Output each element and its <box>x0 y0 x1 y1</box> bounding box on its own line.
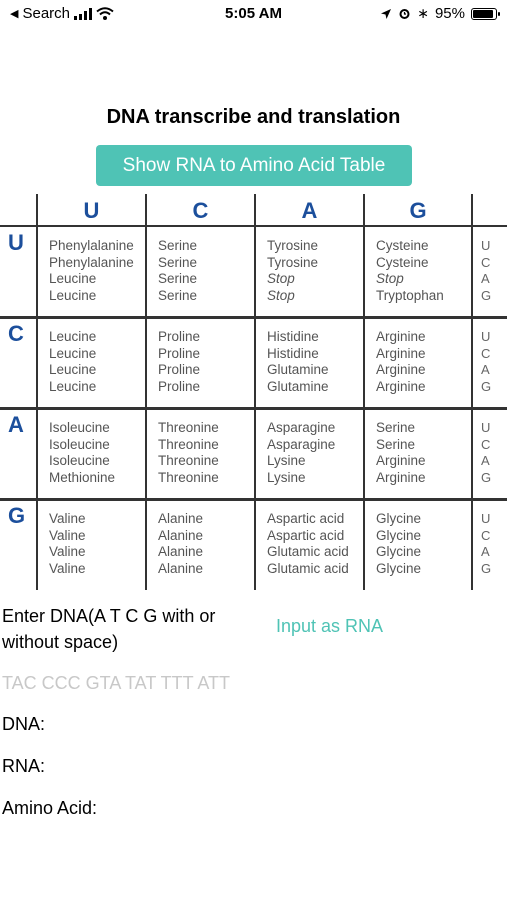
third-base-label: A <box>481 362 490 378</box>
codon-cell: Proline <box>158 329 201 344</box>
third-base-label: C <box>481 254 491 270</box>
third-base-label: A <box>481 453 490 469</box>
codon-cell: Threonine <box>158 436 219 452</box>
battery-icon <box>471 8 497 20</box>
first-base-header: A <box>8 412 24 437</box>
input-as-rna-button[interactable]: Input as RNA <box>276 616 384 636</box>
third-base-label: C <box>481 436 491 452</box>
codon-cell: Glutamic acid <box>267 560 349 576</box>
back-arrow-icon: ◀ <box>10 8 19 20</box>
table-vline <box>36 194 38 590</box>
codon-cell: Phenylalanine <box>49 254 134 270</box>
status-bar <box>0 0 507 28</box>
third-base-label: G <box>481 378 492 394</box>
codon-cell: Threonine <box>158 453 219 469</box>
first-base-header: C <box>8 321 24 346</box>
table-hline <box>0 316 507 319</box>
codon-cell: Asparagine <box>267 420 336 435</box>
bluetooth-icon: ∗ <box>417 5 429 21</box>
codon-cell: Aspartic acid <box>267 527 345 543</box>
codon-cell: Alanine <box>158 511 204 526</box>
codon-cell: Threonine <box>158 469 219 485</box>
codon-cell: Arginine <box>376 329 426 344</box>
third-base-label: G <box>481 469 492 485</box>
codon-cell: Lysine <box>267 469 306 485</box>
dna-result-label: DNA: <box>2 714 46 734</box>
second-base-header: U <box>83 198 100 223</box>
third-base-label: G <box>481 560 492 576</box>
codon-cell: Cysteine <box>376 254 429 270</box>
codon-cell: Glutamine <box>267 378 329 394</box>
table-hline <box>0 498 507 501</box>
codon-cell: Proline <box>158 362 201 378</box>
codon-cell: Tyrosine <box>267 238 319 253</box>
dna-input-prompt: Enter DNA(A T C G with or without space) <box>2 606 216 652</box>
codon-cell: Alanine <box>158 527 204 543</box>
codon-cell: Valine <box>49 527 86 543</box>
page-title: DNA transcribe and translation <box>106 106 401 128</box>
codon-cell: Lysine <box>267 453 306 469</box>
codon-cell: Arginine <box>376 378 426 394</box>
codon-cell: Serine <box>158 271 198 287</box>
table-vline <box>254 194 256 590</box>
third-base-label: U <box>481 329 491 344</box>
codon-cell: Serine <box>158 254 198 270</box>
codon-cell: Leucine <box>49 378 97 394</box>
third-base-label: C <box>481 527 491 543</box>
amino-acid-result-label: Amino Acid: <box>2 798 98 818</box>
codon-cell: Arginine <box>376 362 426 378</box>
codon-cell: Cysteine <box>376 238 429 253</box>
table-hline <box>0 407 507 410</box>
codon-cell: Alanine <box>158 560 204 576</box>
codon-cell: Glutamine <box>267 362 329 378</box>
codon-cell: Stop <box>267 271 295 287</box>
codon-cell: Tryptophan <box>376 287 444 303</box>
alarm-icon <box>398 7 411 20</box>
codon-cell: Methionine <box>49 469 116 485</box>
codon-cell: Threonine <box>158 420 219 435</box>
rna-result-label: RNA: <box>2 756 46 776</box>
location-icon <box>380 8 392 20</box>
codon-cell: Valine <box>49 511 86 526</box>
show-rna-table-button[interactable]: Show RNA to Amino Acid Table <box>96 145 412 186</box>
third-base-label: U <box>481 511 491 526</box>
codon-cell: Isoleucine <box>49 436 110 452</box>
codon-cell: Aspartic acid <box>267 511 345 526</box>
codon-cell: Stop <box>267 287 295 303</box>
codon-cell: Glycine <box>376 560 422 576</box>
dna-input[interactable] <box>2 672 482 694</box>
codon-cell: Valine <box>49 560 86 576</box>
table-hline <box>0 225 507 227</box>
codon-cell: Serine <box>158 287 198 303</box>
second-base-header: A <box>301 198 318 223</box>
codon-cell: Glutamic acid <box>267 544 349 560</box>
second-base-header: C <box>192 198 209 223</box>
table-vline <box>471 194 473 590</box>
table-vline <box>363 194 365 590</box>
codon-cell: Isoleucine <box>49 453 110 469</box>
codon-cell: Arginine <box>376 453 426 469</box>
codon-cell: Proline <box>158 345 201 361</box>
codon-cell: Serine <box>158 238 198 253</box>
first-base-header: G <box>8 503 26 528</box>
third-base-label: U <box>481 420 491 435</box>
codon-cell: Serine <box>376 436 416 452</box>
codon-cell: Stop <box>376 271 404 287</box>
third-base-label: U <box>481 238 491 253</box>
codon-cell: Glycine <box>376 511 422 526</box>
first-base-header: U <box>8 230 24 255</box>
codon-cell: Glycine <box>376 527 422 543</box>
codon-cell: Alanine <box>158 544 204 560</box>
third-base-label: G <box>481 287 492 303</box>
codon-cell: Leucine <box>49 329 97 344</box>
codon-cell: Serine <box>376 420 416 435</box>
battery-fill <box>473 10 493 18</box>
third-base-label: A <box>481 271 490 287</box>
third-base-label: C <box>481 345 491 361</box>
codon-cell: Isoleucine <box>49 420 110 435</box>
table-vline <box>145 194 147 590</box>
codon-cell: Leucine <box>49 362 97 378</box>
codon-cell: Histidine <box>267 345 319 361</box>
codon-cell: Tyrosine <box>267 254 319 270</box>
codon-cell: Arginine <box>376 469 426 485</box>
codon-cell: Histidine <box>267 329 319 344</box>
codon-cell: Arginine <box>376 345 426 361</box>
second-base-header: G <box>409 198 427 223</box>
third-base-label: A <box>481 544 490 560</box>
codon-cell: Leucine <box>49 345 97 361</box>
codon-cell: Valine <box>49 544 86 560</box>
back-label: Search <box>22 5 70 22</box>
codon-cell: Glycine <box>376 544 422 560</box>
codon-cell: Proline <box>158 378 201 394</box>
codon-cell: Leucine <box>49 287 97 303</box>
battery-percent: 95% <box>434 5 465 22</box>
codon-cell: Asparagine <box>267 436 336 452</box>
codon-cell: Phenylalanine <box>49 238 134 253</box>
codon-cell: Leucine <box>49 271 97 287</box>
status-time: 5:05 AM <box>225 5 282 22</box>
codon-table <box>0 194 507 590</box>
